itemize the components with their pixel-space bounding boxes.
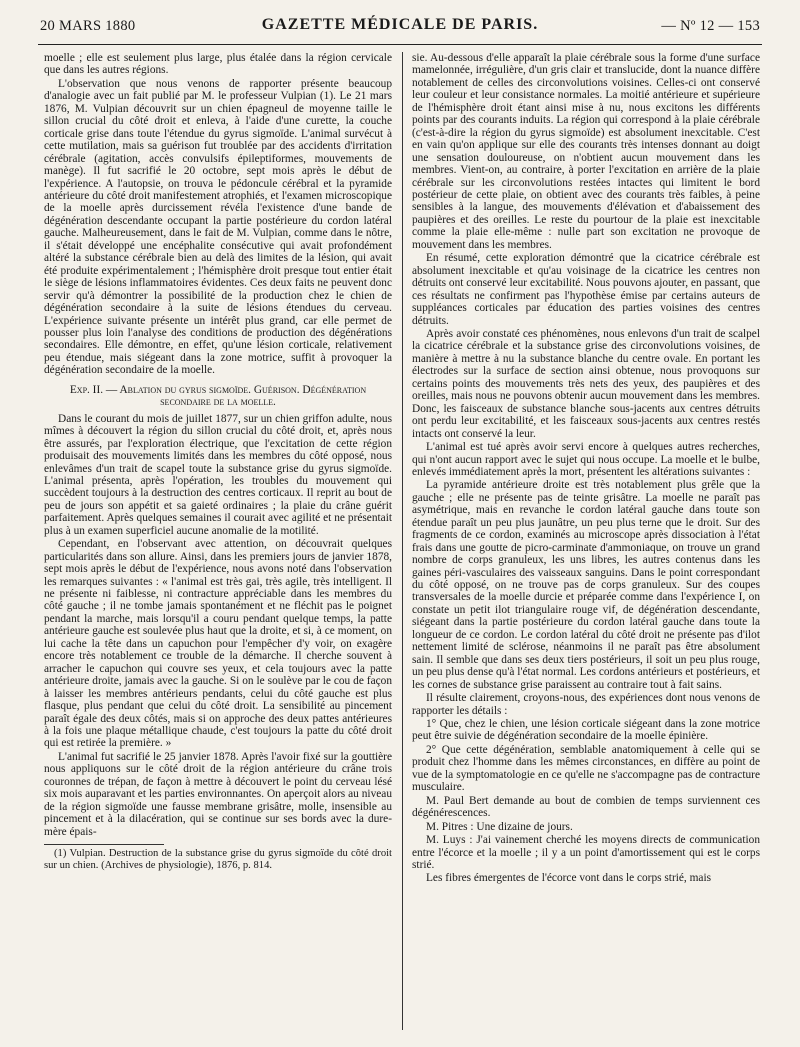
paragraph: moelle ; elle est seulement plus large, plus étalée dans la région cervicale que dans les autres régions. <box>44 52 392 77</box>
left-column <box>44 52 392 1032</box>
paragraph: Cependant, en l'observant avec attention, on découvrait quelques particularités dans son allure. Ainsi, dans les premiers jours de janvier 1878, sept mois après le début de l'expérience, nous avons noté dans l'observation les remarques suivantes : « l'animal est très gai, très agile, très intelligent. Il ne présente ni faiblesse, ni contracture appréciable dans les membres du côté gauche ; il ne tombe jamais spontanément et ne fléchit pas le poignet pendant la marche, mais lorsqu'il a couru pendant quelque temps, la patte antérieure gauche est soulevée plus haut que la droite, et si, à ce moment, on lui cache la tête dans un capuchon pour l'empêcher d'y voir, on exagère encore très notablement ce trouble de la démarche. Il cherche souvent à arracher le capuchon qui couvre ses yeux, et cela toujours avec la patte antérieure droite, jamais avec la gauche. Si on le soulève par le cou de façon à laisser les membres antérieurs pendants, celui du côté gauche est plus flasque, plus pendant que celui du côté droit. La sensibilité au pincement paraît égale des deux côtés, mais si on approche des deux pattes antérieures à la fois une plaque métallique chaude, c'est toujours la patte du côté droit qui est retirée la première. » <box>44 538 392 750</box>
paragraph: La pyramide antérieure droite est très notablement plus grêle que la gauche ; elle ne présente pas de teinte grisâtre. La moelle ne paraît pas asymétrique, mais en revanche le cordon latéral gauche dans toute son étendue paraît un peu plus jaunâtre, un peu plus terne que le droit. Sur des fragments de ce cordon, examinés au microscope après dissociation à l'état frais dans une goutte de picro-carminate d'ammoniaque, on trouve un grand nombre de corps granuleux, les uns libres, les autres contenus dans les gaines péri-vasculaires des vaisseaux sanguins. Dans le point correspondant du côté opposé, on ne trouve pas de corps granuleux. Sur des coupes transversales de la moelle durcie et préparée comme dans l'expérience I, on constate un petit ilot triangulaire rouge vif, de dégénération descendante, siégeant dans la partie postérieure du cordon latéral gauche dans toute la longueur de ce cordon. Le cordon latéral du côté droit ne présente pas d'ilot nettement limité de sclérose, néanmoins il ne paraît pas être absolument sain. Il semble que dans ses deux tiers postérieurs, il soit un peu plus rouge, un peu plus dense qu'à l'état normal. Les cordons antérieurs et postérieurs, et les cornes de substance grise paraissent au contraire tout à fait sains. <box>412 479 760 691</box>
paragraph: L'observation que nous venons de rapporter présente beaucoup d'analogie avec un fait publié par M. le professeur Vulpian (1). Le 21 mars 1876, M. Vulpian découvrit sur un chien épagneul de moyenne taille le sillon crucial du côté droit et enleva, à l'aide d'une curette, la couche corticale grise dans toute l'étendue du gyrus sigmoïde. L'animal survécut à cette mutilation, mais sa guérison fut troublée par des accidents d'irritation cérébrale (agitation, accès convulsifs épileptiformes, mouvements de manège). Il fut sacrifié le 20 octobre, sept mois après le début de l'expérience. A l'autopsie, on trouva le pédoncule cérébral et la pyramide antérieure du côté droit manifestement atrophiés, et l'examen microscopique de la moelle après durcissement révéla l'existence d'une bande de dégénération descendante occupant la partie postérieure du cordon latéral gauche. Malheureusement, dans le fait de M. Vulpian, comme dans le nôtre, il s'était développé une encéphalite consécutive qui avait profondément altéré la substance cérébrale bien au delà des limites de la lésion, qui avait été produite expérimentalement ; l'hémisphère droit presque tout entier était le siège de lésions inflammatoires évidentes. Ces deux faits ne peuvent donc servir qu'à démontrer la possibilité de la production chez le chien de dégénération secondaire à la suite de lésions étendues du cerveau. L'expérience suivante présente un intérêt plus grand, car elle permet de pousser plus loin l'analyse des conditions de production des dégénérations secondaires. Elle démontre, en effet, qu'une lésion corticale, relativement peu étendue, mais siégeant dans la zone motrice, suffit à provoquer la dégénération secondaire de la moelle. <box>44 77 392 377</box>
paragraph: L'animal fut sacrifié le 25 janvier 1878. Après l'avoir fixé sur la gouttière nous appliquons sur le côté droit de la région antérieure du crâne trois couronnes de trépan, de façon à mettre à découvert le point du cerveau lésé six mois auparavant et les parties environnantes. On aperçoit alors au niveau de la région sigmoïde une fausse membrane grisâtre, molle, insensible au pincement et à la dilacération, qui se continue sur ses bords avec la dure-mère épais- <box>44 750 392 838</box>
header-rule <box>38 44 762 45</box>
journal-title: GAZETTE MÉDICALE DE PARIS. <box>261 16 539 33</box>
paragraph: M. Luys : J'ai vainement cherché les moyens directs de communication entre l'écorce et la moelle ; il y a un point d'amortissement qui est le corps strié. <box>412 834 760 871</box>
header-date: 20 MARS 1880 <box>40 18 136 34</box>
section-heading: Exp. II. — Ablation du gyrus sigmoïde. Guérison. Dégénération secondaire de la moelle. <box>69 383 367 409</box>
paragraph: M. Pitres : Une dizaine de jours. <box>426 820 573 833</box>
page-number: — Nº 12 — 153 <box>661 18 760 34</box>
paragraph: En résumé, cette exploration démontré que la cicatrice cérébrale est absolument inexcitable et qu'au voisinage de la cicatrice les centres non détruits ont conservé leur excitabilité. Nous pouvons ajouter, en passant, que ces résultats ne confirment pas l'hypothèse émise par certains auteurs de suppléances corticales par éducation des parties voisines des centres détruits. <box>412 252 760 327</box>
page-header <box>40 14 760 40</box>
paragraph: 1° Que, chez le chien, une lésion corticale siégeant dans la zone motrice peut être suivie de dégénération secondaire de la moelle épinière. <box>412 718 760 743</box>
paragraph: Après avoir constaté ces phénomènes, nous enlevons d'un trait de scalpel la cicatrice cérébrale et la substance grise des circonvolutions voisines, de manière à mettre à nu la substance blanche du centre ovale. En portant les électrodes sur la surface de section ainsi obtenue, nous provoquons sur certains points des mouvements très nets des yeux, des paupières et des oreilles, mais nous ne pouvons obtenir aucun mouvement dans les membres. Donc, les faisceaux de substance blanche sous-jacents aux centres détruits ont perdu leur excitabilité, et les faisceaux sous-jacents aux centres restés intacts ont conservé la leur. <box>412 327 760 440</box>
paragraph: M. Paul Bert demande au bout de combien de temps surviennent ces dégénérescences. <box>412 794 760 820</box>
footnote-rule <box>44 844 164 845</box>
paragraph: Il résulte clairement, croyons-nous, des expériences dont nous venons de rapporter les détails : <box>412 692 760 717</box>
paragraph: L'animal est tué après avoir servi encore à quelques autres recherches, qui n'ont aucun rapport avec le sujet qui nous occupe. La moelle et le bulbe, enlevés immédiatement après la mort, présentent les altérations suivantes : <box>412 441 760 478</box>
column-divider <box>402 52 403 1030</box>
paragraph: Les fibres émergentes de l'écorce vont dans le corps strié, mais <box>426 872 712 885</box>
right-column <box>412 52 760 1032</box>
footnote: (1) Vulpian. Destruction de la substance grise du gyrus sigmoïde du côté droit sur un chien. (Archives de physiologie), 1876, p. 814. <box>44 848 392 872</box>
paragraph: 2° Que cette dégénération, semblable anatomiquement à celle qui se produit chez l'homme dans les mêmes circonstances, en diffère au point de vue de la symptomatologie en ce qu'elle ne s'accompagne pas de contracture musculaire. <box>412 743 760 794</box>
paragraph: Dans le courant du mois de juillet 1877, sur un chien griffon adulte, nous mîmes à découvert la région du sillon crucial du côté droit, et, après nous être assurés, par l'exploration électrique, que l'excitation de cette région produisait des mouvements limités dans les membres du côté opposé, nous enlevâmes d'un trait de scapel toute la substance grise du gyrus sigmoïde. L'animal présenta, après l'opération, les troubles du mouvement qui succèdent toujours à la destruction des centres corticaux. Il reprit au bout de peu de jours son appétit et sa gaieté ordinaires ; la plaie du crâne guérit parfaitement. Après quelques semaines il courait avec agilité et ne présentait plus à un examen superficiel aucune anomalie de la motilité. <box>44 412 392 537</box>
paragraph: sie. Au-dessous d'elle apparaît la plaie cérébrale sous la forme d'une surface mamelonnée, irrégulière, d'un gris clair et translucide, dont la nuance diffère notablement de celles des circonvolutions voisines. Celles-ci ont conservé leur couleur et leur consistance normales. La moitié antérieure et supérieure de l'hémisphère droit étant ainsi mise à nu, nous excitons les différents points par des courants induits. La région qui correspond à la plaie cérébrale (c'est-à-dire la région du gyrus sigmoïde) est absolument inexcitable. C'est en vain qu'on applique sur elle des courants très intenses donnant au doigt une sensation douloureuse, on n'obtient aucun mouvement dans les membres. Vient-on, au contraire, à porter l'excitation en arrière de la plaie cérébrale sur les circonvolutions restées intactes qui limitent le bord postérieur de cette plaie, on obtient avec des courants très faibles, à peine sensibles à la langue, des mouvements d'élévation et d'abaissement des paupières et des oreilles. Le reste du pourtour de la plaie est inexcitable comme la plaie elle-même : nulle part son excitation ne provoque de mouvement dans les membres. <box>412 52 760 251</box>
